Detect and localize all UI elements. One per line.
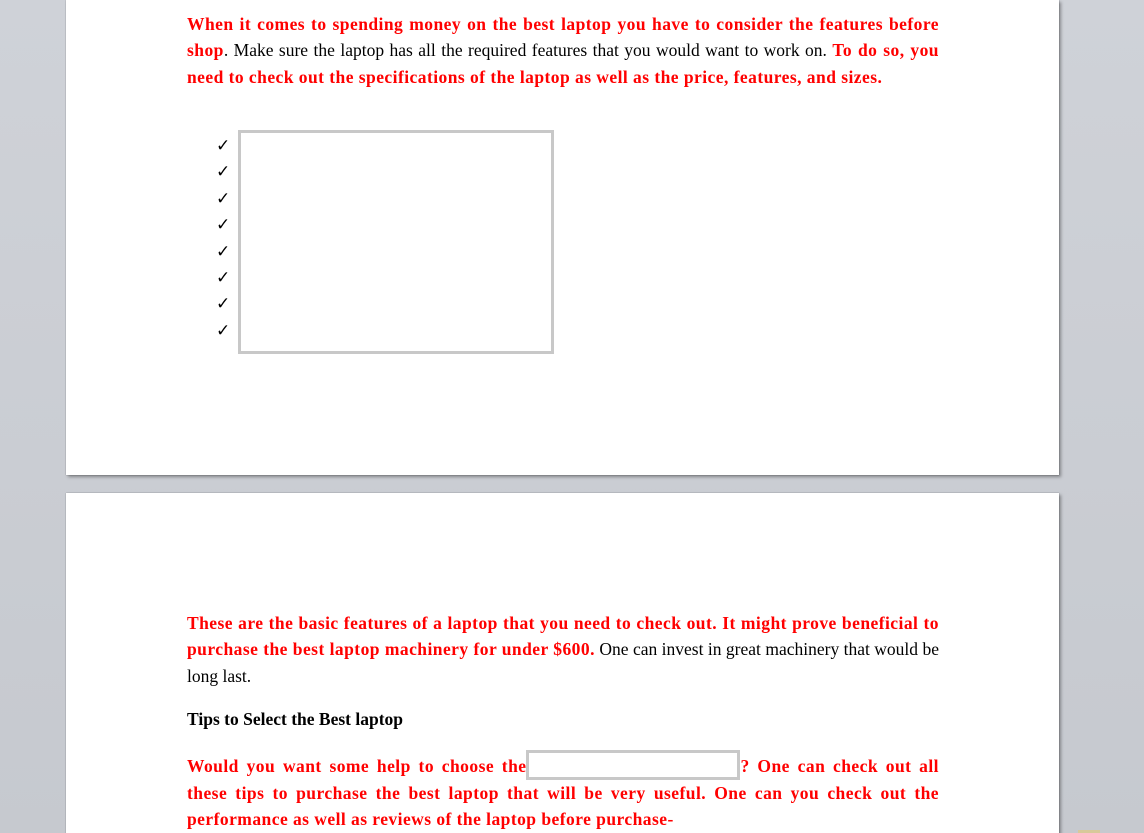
body-text: One can invest in great machinery that would be long last.: [187, 639, 939, 686]
checkmark-bullet: ✓: [216, 294, 231, 315]
checkmark-bullet: ✓: [216, 320, 231, 341]
checkmark-bullet: ✓: [216, 136, 231, 156]
highlighted-text: To do so, you need to check out the specifications of the laptop as well as the price, features, and sizes.: [187, 40, 939, 87]
redacted-link-box[interactable]: [526, 750, 740, 780]
checkmark-bullet: ✓: [216, 188, 231, 209]
redacted-image-box[interactable]: [238, 130, 554, 354]
highlighted-text: These are the basic features of a laptop that you need to check out. It might prove beneficial to purchase the best laptop machinery for under $600.: [187, 613, 939, 660]
highlighted-text: ? One can check out all these tips to purchase the best laptop that will be very useful. One can you check out the performance as well as reviews of the laptop before purchase-: [187, 756, 939, 830]
section-heading: Tips to Select the Best laptop: [187, 709, 403, 729]
highlighted-text: Would you want some help to choose the: [187, 756, 527, 776]
features-summary-paragraph[interactable]: [187, 610, 939, 689]
document-page-1[interactable]: [66, 0, 1059, 475]
document-page-2[interactable]: [66, 493, 1059, 833]
checkmark-bullet: ✓: [216, 267, 231, 288]
body-text: . Make sure the laptop has all the required features that you would want to work on.: [223, 40, 833, 61]
checkmark-bullet: ✓: [216, 162, 231, 183]
checkmark-bullet: ✓: [216, 215, 231, 236]
feature-checklist: [216, 133, 230, 344]
intro-paragraph[interactable]: [187, 11, 939, 90]
tips-paragraph[interactable]: [187, 750, 939, 833]
checkmark-bullet: ✓: [216, 241, 231, 262]
highlighted-text: When it comes to spending money on the best laptop you have to consider the features before shop: [187, 14, 939, 61]
